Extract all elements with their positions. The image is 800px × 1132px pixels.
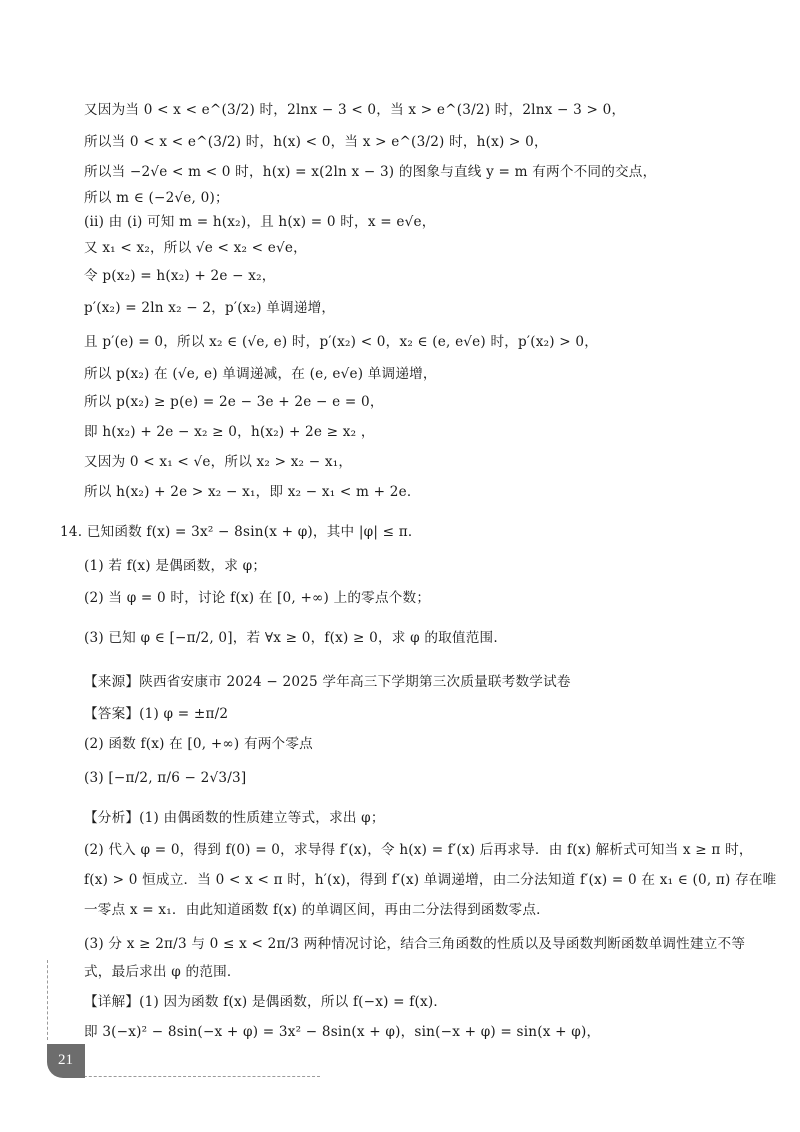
text-line: 所以 p(x₂) 在 (√e, e) 单调递减，在 (e, e√e) 单调递增，: [84, 366, 437, 382]
question-part: (2) 当 φ = 0 时，讨论 f(x) 在 [0, +∞) 上的零点个数；: [84, 590, 431, 606]
page-number: 21: [58, 1052, 73, 1068]
text-line: 所以当 0 < x < e^(3/2) 时，h(x) < 0，当 x > e^(3/2) 时，h(x) > 0，: [84, 134, 548, 150]
text-line: 即 h(x₂) + 2e − x₂ ≥ 0，h(x₂) + 2e ≥ x₂ ，: [84, 424, 375, 440]
analysis-line: f(x) > 0 恒成立．当 0 < x < π 时，h′(x)，得到 f′(x) 单调递增，由二分法知道 f′(x) = 0 在 x₁ ∈ (0, π) 存在唯: [84, 872, 777, 888]
page-frame-dashed-left: [47, 960, 48, 1040]
text-line: 又 x₁ < x₂，所以 √e < x₂ < e√e，: [84, 240, 307, 256]
answer-line: (3) [−π/2, π/6 − 2√3/3]: [84, 770, 247, 786]
question-part: (3) 已知 φ ∈ [−π/2, 0]，若 ∀x ≥ 0，f(x) ≥ 0，求 φ 的取值范围.: [84, 630, 498, 646]
page-frame-dashed-bottom: [64, 1076, 320, 1077]
text-line: 又因为当 0 < x < e^(3/2) 时，2lnx − 3 < 0，当 x > e^(3/2) 时，2lnx − 3 > 0，: [84, 102, 626, 118]
text-line: 且 p′(e) = 0，所以 x₂ ∈ (√e, e) 时，p′(x₂) < 0，x₂ ∈ (e, e√e) 时，p′(x₂) > 0，: [84, 334, 599, 350]
text-line: 所以 h(x₂) + 2e > x₂ − x₁，即 x₂ − x₁ < m + 2e．: [84, 484, 421, 500]
text-line: 所以当 −2√e < m < 0 时，h(x) = x(2ln x − 3) 的图象与直线 y = m 有两个不同的交点，: [84, 164, 657, 180]
question-part: (1) 若 f(x) 是偶函数，求 φ；: [84, 558, 267, 574]
detail-line: 即 3(−x)² − 8sin(−x + φ) = 3x² − 8sin(x + φ)，sin(−x + φ) = sin(x + φ)，: [84, 1024, 601, 1040]
analysis-line: 一零点 x = x₁．由此知道函数 f(x) 的单调区间，再由二分法得到函数零点．: [84, 902, 550, 918]
text-line: 所以 m ∈ (−2√e, 0)；: [84, 190, 229, 206]
source-line: 【来源】陕西省安康市 2024 − 2025 学年高三下学期第三次质量联考数学试卷: [84, 674, 571, 690]
analysis-line: 式，最后求出 φ 的范围．: [84, 964, 241, 980]
analysis-line: (3) 分 x ≥ 2π/3 与 0 ≤ x < 2π/3 两种情况讨论，结合三角函数的性质以及导函数判断函数单调性建立不等: [84, 936, 746, 952]
question-stem: 14. 已知函数 f(x) = 3x² − 8sin(x + φ)，其中 |φ| ≤ π．: [60, 524, 422, 540]
analysis-line: 【分析】(1) 由偶函数的性质建立等式，求出 φ；: [84, 810, 385, 826]
text-line: 又因为 0 < x₁ < √e，所以 x₂ > x₂ − x₁，: [84, 454, 353, 470]
detail-line: 【详解】(1) 因为函数 f(x) 是偶函数，所以 f(−x) = f(x)．: [84, 994, 448, 1010]
text-line: 所以 p(x₂) ≥ p(e) = 2e − 3e + 2e − e = 0，: [84, 394, 384, 410]
text-line: 令 p(x₂) = h(x₂) + 2e − x₂，: [84, 268, 276, 284]
text-line: (ii) 由 (i) 可知 m = h(x₂)，且 h(x) = 0 时，x = e√e，: [84, 214, 436, 230]
answer-line: (2) 函数 f(x) 在 [0, +∞) 有两个零点: [84, 736, 313, 752]
analysis-line: (2) 代入 φ = 0，得到 f(0) = 0，求导得 f′(x)，令 h(x) = f′(x) 后再求导．由 f(x) 解析式可知当 x ≥ π 时，: [84, 842, 753, 858]
text-line: p′(x₂) = 2ln x₂ − 2，p′(x₂) 单调递增，: [84, 300, 336, 316]
answer-line: 【答案】(1) φ = ±π/2: [84, 706, 229, 722]
